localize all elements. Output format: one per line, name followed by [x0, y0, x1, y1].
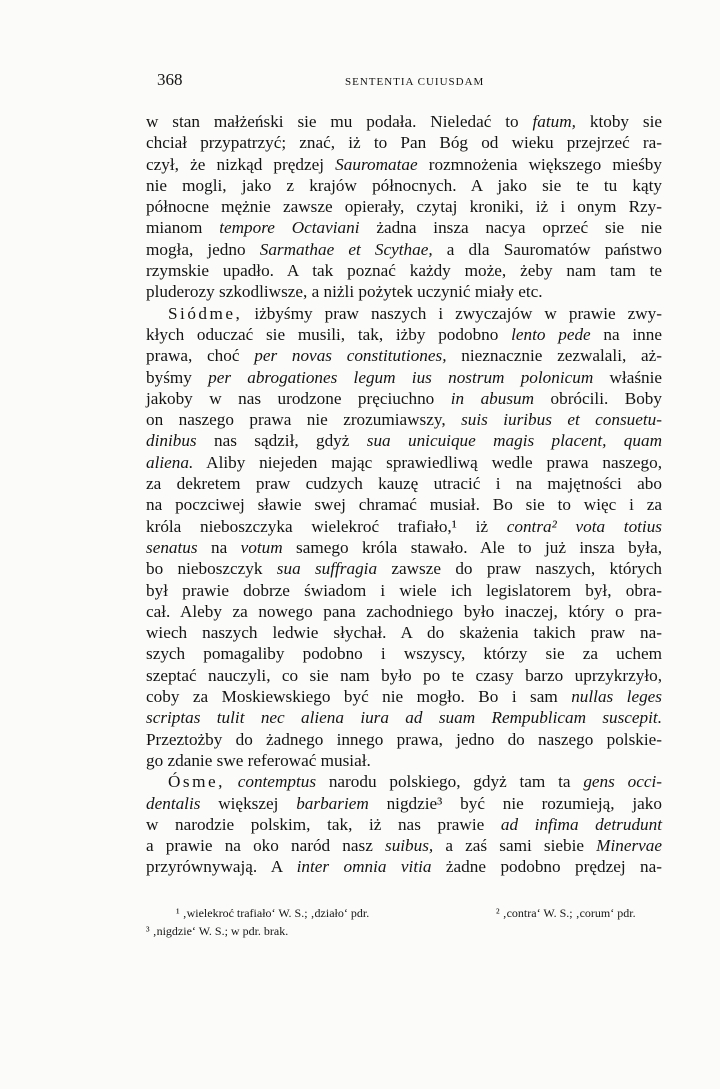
text-run: ktoby sie	[575, 112, 662, 131]
text-run: na inne	[590, 324, 662, 344]
text-line	[146, 622, 662, 643]
text-line	[146, 750, 662, 771]
text-run: za dekretem praw cudzych kauzę utracić i na majętności abo	[146, 474, 662, 494]
text-line	[146, 835, 662, 856]
text-line	[146, 793, 662, 814]
text-run: większej	[200, 793, 297, 813]
text-line	[146, 473, 662, 494]
text-run: Aliby niejeden mając sprawiedliwą wedle prawa naszego,	[193, 452, 662, 472]
text-run: coby za Moskiewskiego być nie mogło. Bo i sam	[146, 687, 572, 707]
text-run: nigdzie³ być nie rozumieją, jako	[368, 793, 662, 813]
text-run	[225, 772, 238, 791]
text-run: rozmnożenia większego mieśby	[417, 154, 662, 174]
text-line	[146, 175, 662, 196]
text-line	[146, 303, 662, 324]
footnote-3: ³ ‚nigdzie‘ W. S.; w pdr. brak.	[146, 924, 289, 938]
italic-phrase: dinibus	[146, 431, 197, 451]
text-run: był prawie dobrze świadom i wiele ich legislatorem był, obra-	[146, 580, 662, 600]
text-line	[146, 409, 662, 430]
italic-phrase: contra² vota totius	[506, 516, 662, 536]
italic-phrase: senatus	[146, 537, 198, 557]
text-line	[146, 111, 662, 132]
italic-phrase: nullas leges	[571, 687, 662, 707]
text-line	[146, 771, 662, 792]
text-line	[146, 154, 662, 175]
italic-phrase: sua suffragia	[276, 559, 378, 579]
italic-phrase: suis iuribus et consuetu-	[461, 410, 662, 430]
text-run: właśnie	[593, 367, 663, 387]
text-line	[146, 324, 662, 345]
text-run: Ósme,	[168, 772, 225, 792]
text-run: mogła, jedno	[146, 239, 260, 259]
text-line	[146, 558, 662, 579]
italic-phrase: Minervae	[596, 836, 662, 856]
text-line	[146, 132, 662, 153]
text-run: przyrównywają. A	[146, 857, 297, 877]
text-line	[146, 856, 662, 877]
text-run: szych pomagaliby podobno i wszyscy, którzy sie za uchem	[146, 644, 662, 664]
text-line	[146, 537, 662, 558]
text-line	[146, 814, 662, 835]
italic-phrase: scriptas tulit nec aliena iura ad suam Rempublicam suscepit.	[146, 708, 662, 728]
footnotes	[146, 904, 662, 940]
italic-phrase: tempore Octaviani	[219, 218, 360, 238]
italic-phrase: votum	[240, 537, 283, 557]
text-line	[146, 643, 662, 664]
text-run: pluderozy szkodliwsze, a niżli pożytek uczynić miały etc.	[146, 282, 543, 302]
text-run: króla nieboszczyka wielekroć trafiało,¹ iż	[146, 516, 507, 536]
italic-phrase: fatum,	[532, 112, 576, 131]
text-line	[146, 665, 662, 686]
text-line	[146, 196, 662, 217]
italic-phrase: suibus,	[385, 836, 434, 856]
italic-phrase: per abrogationes legum ius nostrum polonicum	[208, 367, 594, 387]
text-line	[146, 217, 662, 238]
text-run: narodu polskiego, gdyż tam ta	[316, 772, 584, 792]
text-run: czył, że nizkąd prędzej	[146, 154, 336, 174]
text-run: mianom	[146, 218, 220, 238]
text-run: żadna insza nacya oprzeć sie nie	[359, 218, 662, 238]
text-run: a prawie na oko naród nasz	[146, 836, 385, 856]
text-run: wiech naszych ledwie słychał. A do skażenia takich praw na-	[146, 623, 662, 643]
page-number: 368	[157, 70, 183, 89]
text-line	[146, 580, 662, 601]
italic-phrase: aliena.	[146, 452, 194, 472]
italic-phrase: inter omnia vitia	[296, 857, 432, 877]
italic-phrase: per novas constitutiones,	[254, 346, 447, 366]
text-run: na	[197, 537, 241, 557]
text-line	[146, 430, 662, 451]
text-run: go zdanie swe referować musiał.	[146, 750, 371, 770]
text-run: w stan małżeński sie mu podała. Nieledać to	[146, 112, 533, 131]
text-line	[146, 367, 662, 388]
text-line	[146, 601, 662, 622]
text-run: cał. Aleby za nowego pana zachodniego było inaczej, który o pra-	[146, 601, 662, 621]
text-line	[146, 281, 662, 302]
text-run: obrócili. Boby	[534, 388, 662, 408]
text-run: rzymskie upadło. A tak poznać każdy może, żeby nam tam te	[146, 261, 662, 281]
italic-phrase: ad infima detrudunt	[500, 814, 662, 834]
text-run: nas sądził, gdyż	[196, 431, 367, 451]
text-line	[146, 707, 662, 728]
text-line	[146, 239, 662, 260]
text-run: prawa, choć	[146, 346, 255, 366]
text-line	[146, 388, 662, 409]
text-line	[146, 260, 662, 281]
text-run: a dla Sauromatów państwo	[432, 239, 662, 259]
text-line	[146, 686, 662, 707]
text-line	[146, 729, 662, 750]
body-text	[146, 111, 662, 878]
italic-phrase: barbariem	[296, 793, 369, 813]
footnote-1: ¹ ‚wielekroć trafiało‘ W. S.; ‚działo‘ pdr.	[176, 906, 370, 920]
text-run: szeptać nauczyli, co sie nam było po te czasy barzo uprzykrzyło,	[146, 665, 662, 685]
text-line	[146, 516, 662, 537]
text-run: Siódme,	[168, 303, 243, 323]
text-run: nie mogli, jako z krajów północnych. A jako sie te tu kąty	[146, 175, 662, 195]
text-run: zawsze do praw naszych, których	[377, 559, 662, 579]
text-run: byśmy	[146, 367, 209, 387]
text-run: iżbyśmy praw naszych i zwyczajów w prawie zwy-	[242, 303, 662, 323]
italic-phrase: gens occi-	[583, 772, 662, 792]
italic-phrase: Sauromatae	[335, 154, 418, 174]
text-run: Przeztożby do żadnego innego prawa, jedno do naszego polskie-	[146, 729, 662, 749]
text-run: nieznacznie zezwalali, aż-	[446, 346, 662, 366]
italic-phrase: Sarmathae et Scythae,	[259, 239, 433, 259]
text-run: chciał przypatrzyć; znać, iż to Pan Bóg od wieku przejrzeć ra-	[146, 133, 662, 153]
text-run: żadne podobno prędzej na-	[431, 857, 663, 877]
text-run: bo nieboszczyk	[146, 559, 277, 579]
italic-phrase: contemptus	[237, 772, 317, 792]
text-run: samego króla stawało. Ale to już insza była,	[282, 537, 662, 557]
text-line	[146, 494, 662, 515]
italic-phrase: dentalis	[146, 793, 201, 813]
italic-phrase: lento pede	[511, 324, 591, 344]
text-line	[146, 345, 662, 366]
text-line	[146, 452, 662, 473]
italic-phrase: sua unicuique magis placent, quam	[366, 431, 662, 451]
text-run: on naszego prawa nie zrozumiawszy,	[146, 410, 462, 430]
running-head: SENTENTIA CUIUSDAM	[345, 76, 485, 88]
text-run: na poczciwej sławie swej chramać musiał. Bo sie to więc i za	[146, 495, 662, 515]
text-run: w narodzie polskim, tak, iż nas prawie	[146, 814, 501, 834]
text-run: jakoby w nas urodzone pręciuchno	[146, 388, 451, 408]
text-run: a zaś sami siebie	[433, 836, 597, 856]
text-run: północne mężnie zawsze opierały, czytaj kroniki, iż i onym Rzy-	[146, 197, 662, 217]
text-run: kłych oduczać sie musili, tak, iżby podobno	[146, 324, 512, 344]
footnote-2: ² ‚contra‘ W. S.; ‚corum‘ pdr.	[496, 906, 636, 920]
italic-phrase: in abusum	[450, 388, 535, 408]
